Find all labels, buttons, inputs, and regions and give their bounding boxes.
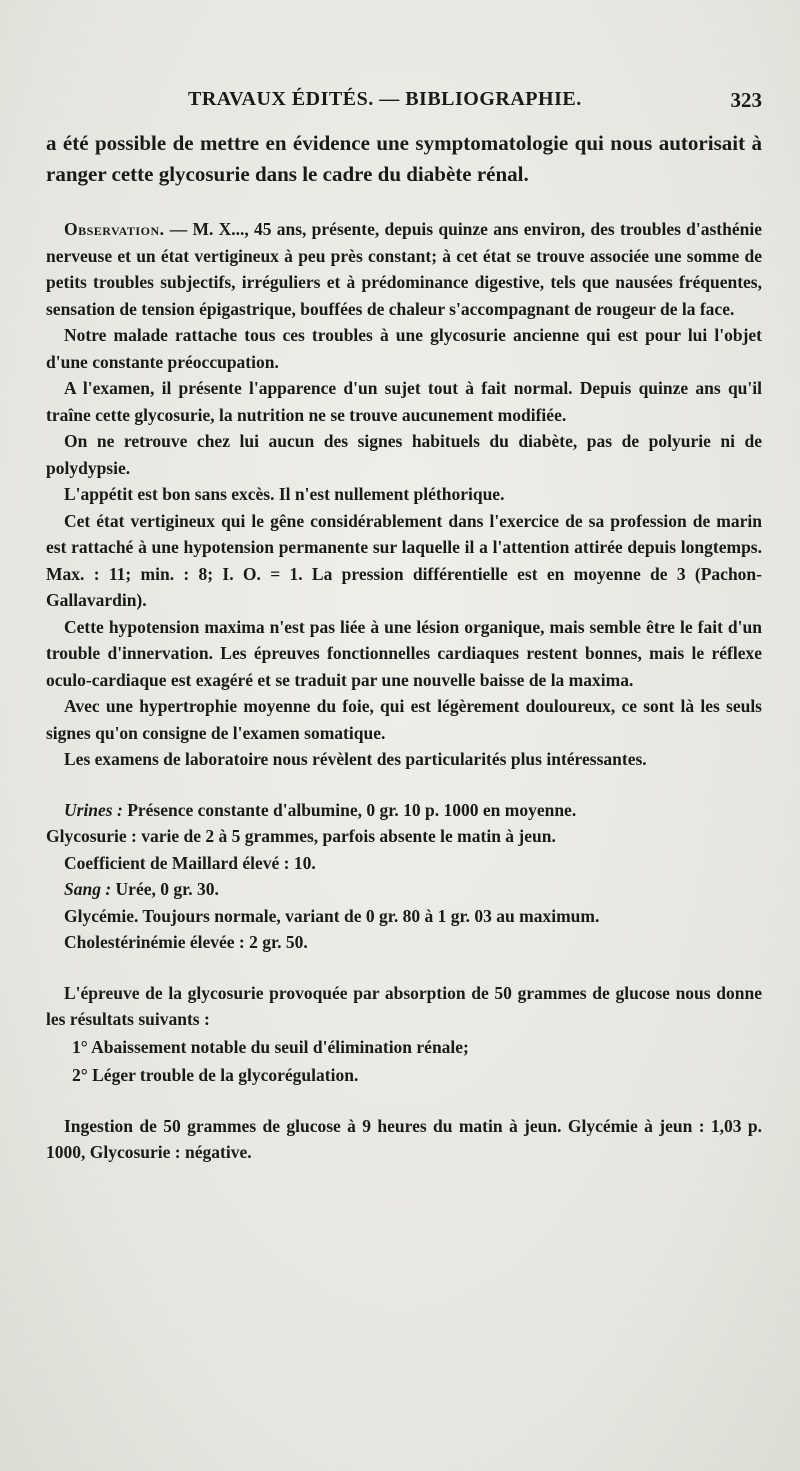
epreuve-item-2: 2° Léger trouble de la glycorégulation. (72, 1064, 359, 1085)
page-body (46, 128, 762, 1166)
sang-line (46, 876, 762, 903)
ingestion-paragraph: Ingestion de 50 grammes de glucose à 9 heures du matin à jeun. Glycémie à jeun : 1,03 p. 1000, Glycosurie : négative. (46, 1115, 762, 1162)
cholesterinemie-line: Cholestérinémie élevée : 2 gr. 50. (64, 932, 308, 952)
glycosurie-line: Glycosurie : varie de 2 à 5 grammes, parfois absente le matin à jeun. (46, 826, 556, 846)
page-header (46, 88, 762, 118)
urines-text: Présence constante d'albumine, 0 gr. 10 p. 1000 en moyenne. (122, 799, 577, 820)
urines-line (46, 797, 762, 824)
glycemie-line: Glycémie. Toujours normale, variant de 0 gr. 80 à 1 gr. 03 au maximum. (64, 905, 600, 926)
paragraph-3: On ne retrouve chez lui aucun des signes habituels du diabète, pas de polyurie ni de polydypsie. (46, 431, 762, 478)
intro-paragraph: a été possible de mettre en évidence une symptomatologie qui nous autorisait à ranger cette glycosurie dans le cadre du diabète rénal. (46, 131, 762, 186)
urines-label: Urines : (64, 799, 123, 820)
observation-paragraph (46, 216, 762, 322)
paragraph-2: A l'examen, il présente l'apparence d'un sujet tout à fait normal. Depuis quinze ans qu'il traîne cette glycosurie, la nutrition ne se trouve aucunement modifiée. (46, 378, 762, 425)
paragraph-5: Cet état vertigineux qui le gêne considérablement dans l'exercice de sa profession de marin est rattaché à une hypotension permanente sur laquelle il a l'attention attirée depuis longtemps. Max. : 11; min. : 8; I. O. = 1. La pression différentielle est en moyenne de 3 (Pachon-Gallavardin). (46, 510, 762, 610)
page-number: 323 (730, 88, 762, 112)
sang-text: Urée, 0 gr. 30. (111, 879, 219, 899)
observation-text: — M. X..., 45 ans, présente, depuis quinze ans environ, des troubles d'asthénie nerveuse et un état vertigineux à peu près constant; à cet état se trouve associée une somme de petits troubles subjectifs, irréguliers et à prédominance digestive, tels que nausées fréquentes, sensation de tension épigastrique, bouffées de chaleur s'accompagnant de rougeur de la face. (46, 219, 762, 319)
sang-label: Sang : (64, 879, 112, 899)
running-title: TRAVAUX ÉDITÉS. — BIBLIOGRAPHIE. (188, 88, 582, 110)
paragraph-7: Avec une hypertrophie moyenne du foie, qui est légèrement douloureux, ce sont là les seuls signes qu'on consigne de l'examen somatique. (46, 696, 762, 743)
paragraph-6: Cette hypotension maxima n'est pas liée à une lésion organique, mais semble être le fait d'un trouble d'innervation. Les épreuves fonctionnelles cardiaques restent bonnes, mais le réflexe oculo-cardiaque est exagéré et se traduit par une nouvelle baisse de la maxima. (46, 616, 762, 690)
lab-results (46, 797, 762, 956)
epreuve-item-1: 1° Abaissement notable du seuil d'élimination rénale; (72, 1036, 469, 1057)
paragraph-8: Les examens de laboratoire nous révèlent des particularités plus intéressantes. (64, 749, 647, 769)
observation-heading: Observation. (64, 219, 165, 239)
epreuve-intro: L'épreuve de la glycosurie provoquée par absorption de 50 grammes de glucose nous donne les résultats suivants : (46, 982, 762, 1029)
coefficient-line: Coefficient de Maillard élevé : 10. (64, 852, 316, 873)
ingestion-section (46, 1113, 762, 1166)
paragraph-4: L'appétit est bon sans excès. Il n'est nullement pléthorique. (64, 484, 505, 504)
epreuve-section (46, 980, 762, 1089)
paragraph-1: Notre malade rattache tous ces troubles à une glycosurie ancienne qui est pour lui l'objet d'une constante préoccupation. (46, 325, 762, 372)
